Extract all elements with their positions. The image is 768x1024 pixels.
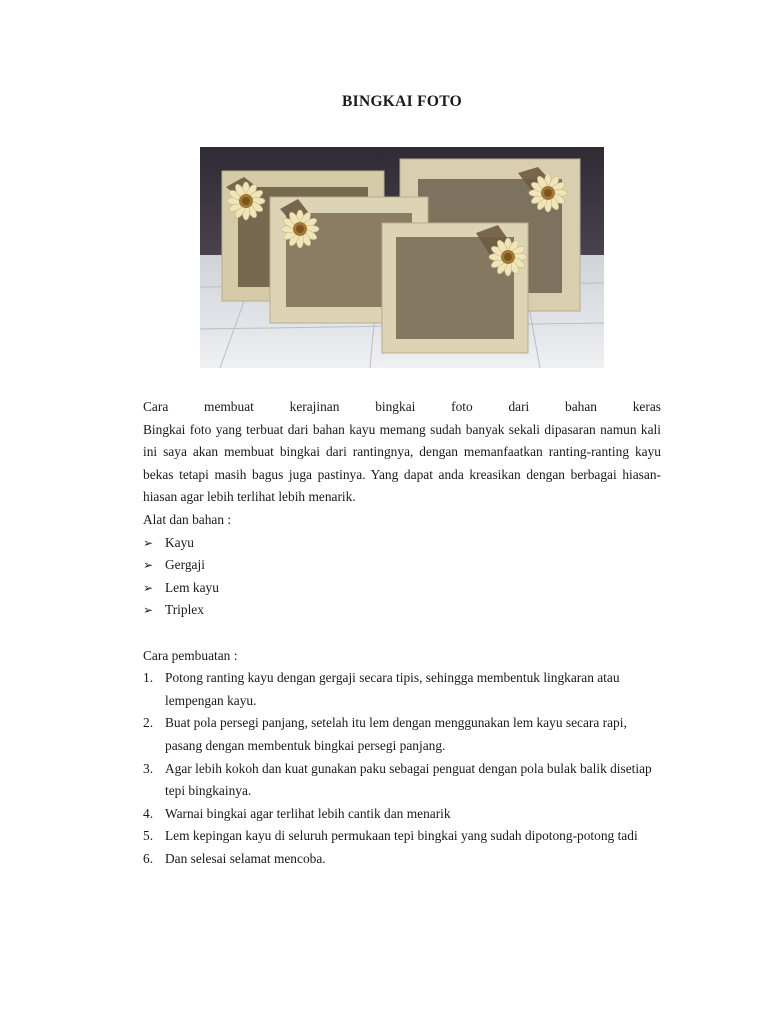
- materials-item-label: Triplex: [165, 602, 204, 618]
- step-item: [143, 667, 661, 712]
- steps-heading: Cara pembuatan :: [143, 647, 238, 663]
- materials-item: [143, 532, 661, 555]
- step-text: Dan selesai selamat mencoba.: [165, 850, 326, 866]
- step-number: 5.: [143, 828, 154, 844]
- materials-item: [143, 554, 661, 577]
- steps-list: [143, 667, 661, 870]
- step-text: Lem kepingan kayu di seluruh permukaan tepi bingkai yang sudah dipotong-potong tadi: [165, 828, 638, 844]
- materials-item-label: Kayu: [165, 534, 195, 550]
- step-text: Warnai bingkai agar terlihat lebih cantik dan menarik: [165, 805, 451, 821]
- materials-item-label: Gergaji: [165, 557, 205, 573]
- arrow-bullet-icon: ➢: [143, 535, 154, 550]
- materials-item: [143, 577, 661, 600]
- arrow-bullet-icon: ➢: [143, 603, 154, 618]
- spacer: [143, 622, 661, 645]
- photo-frames-image: [200, 147, 604, 368]
- materials-heading: Alat dan bahan :: [143, 511, 232, 527]
- document-body: [143, 396, 661, 870]
- document-title: BINGKAI FOTO: [341, 93, 463, 110]
- materials-list: [143, 532, 661, 622]
- step-number: 2.: [143, 715, 154, 731]
- step-text: Potong ranting kayu dengan gergaji secara tipis, sehingga membentuk lingkaran atau lempengan kayu.: [165, 670, 620, 708]
- step-item: [143, 803, 661, 826]
- step-number: 1.: [143, 670, 154, 686]
- arrow-bullet-icon: ➢: [143, 558, 154, 573]
- step-number: 4.: [143, 805, 154, 821]
- step-text: Buat pola persegi panjang, setelah itu lem dengan menggunakan lem kayu secara rapi, pasang dengan membentuk bingkai persegi panjang.: [165, 715, 627, 753]
- materials-item: [143, 599, 661, 622]
- step-number: 3.: [143, 760, 154, 776]
- step-number: 6.: [143, 850, 154, 866]
- step-text: Agar lebih kokoh dan kuat gunakan paku sebagai penguat dengan pola bulak balik disetiap tepi bingkainya.: [165, 760, 652, 799]
- step-item: [143, 712, 661, 757]
- step-item: [143, 848, 661, 871]
- materials-item-label: Lem kayu: [165, 579, 219, 595]
- intro-paragraph: Bingkai foto yang terbuat dari bahan kayu memang sudah banyak sekali dipasaran namun kali ini saya akan membuat bingkai dari rantingnya, dengan memanfaatkan ranting-ranting kayu bekas tetapi masih bagus juga pastinya. Yang dapat anda kreasikan dengan berbagai hiasan-hiasan agar lebih terlihat lebih menarik.: [143, 421, 661, 505]
- step-item: [143, 758, 661, 803]
- step-item: [143, 825, 661, 848]
- arrow-bullet-icon: ➢: [143, 580, 154, 595]
- intro-first-line: Cara membuat kerajinan bingkai foto dari bahan keras: [143, 399, 661, 414]
